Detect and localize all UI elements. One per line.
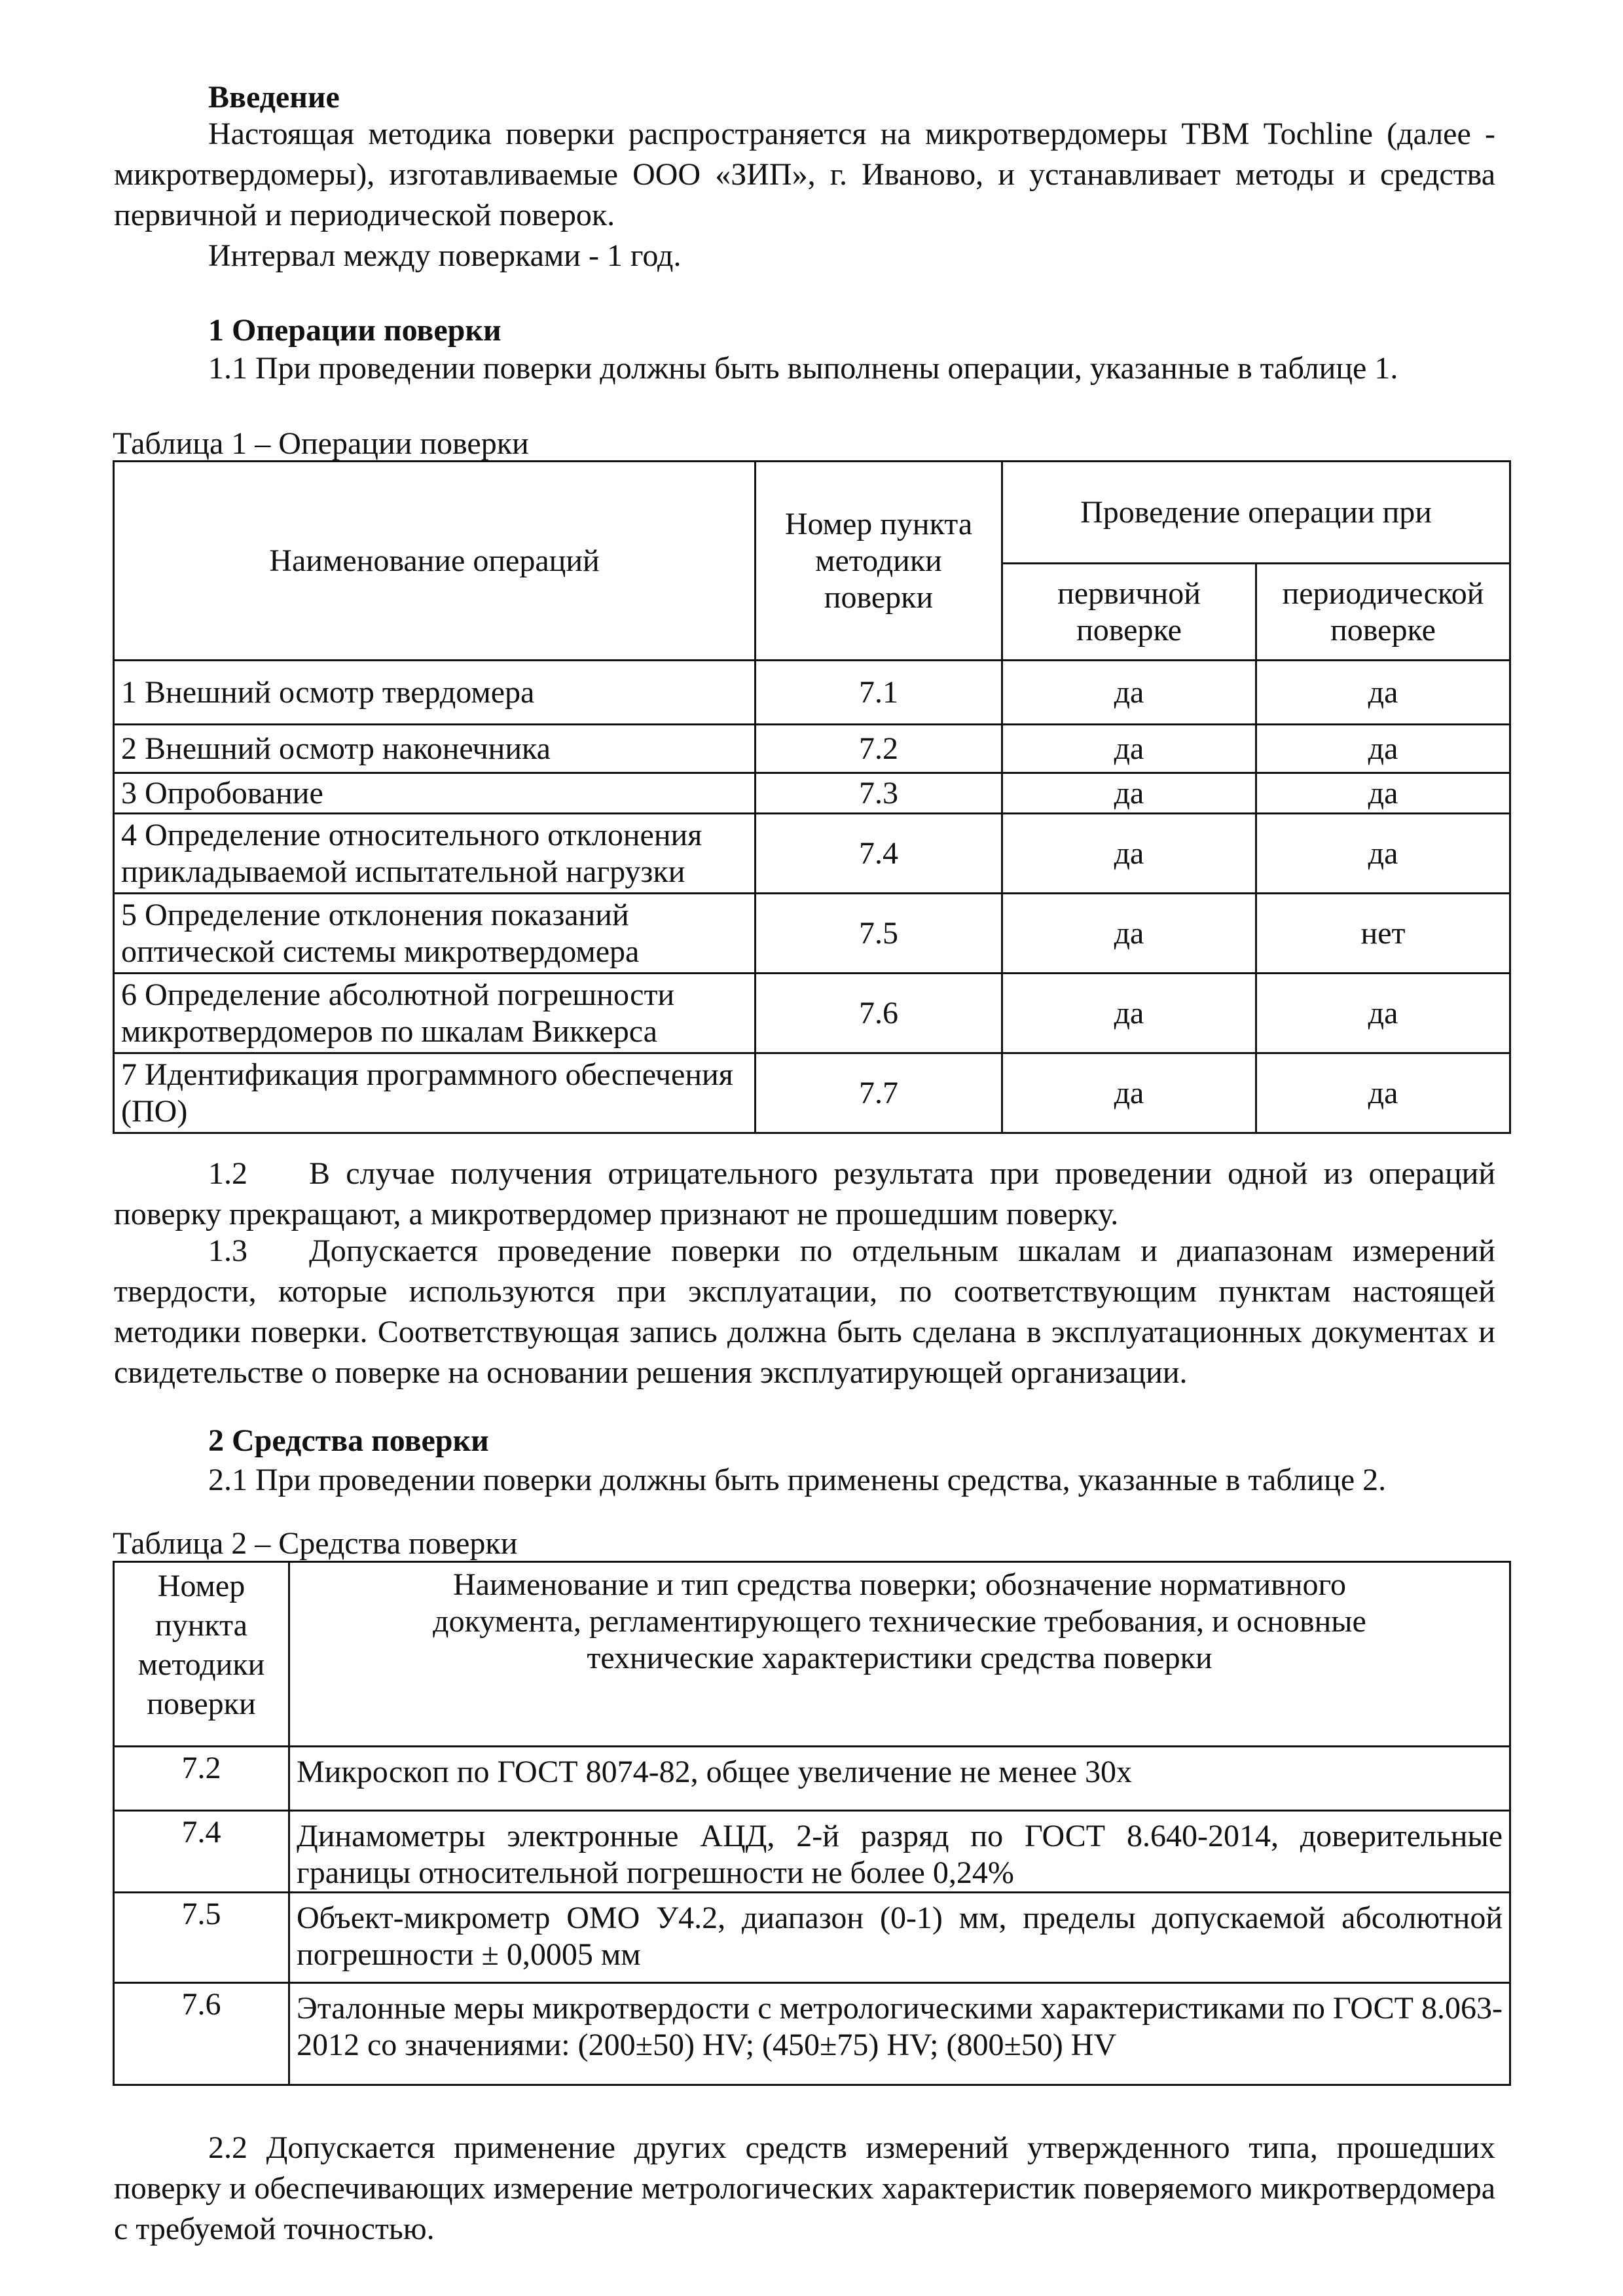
operation-periodic: да (1256, 725, 1510, 773)
means-desc: Объект-микрометр ОМО У4.2, диапазон (0-1) мм, пределы допускаемой абсолютной погрешности ± 0,0005 мм (289, 1893, 1510, 1983)
means-item: 7.5 (114, 1893, 289, 1983)
operation-periodic: да (1256, 1053, 1510, 1133)
operation-periodic: да (1256, 661, 1510, 725)
operation-item: 7.2 (756, 725, 1002, 773)
table-row (114, 974, 1510, 1053)
table-row (114, 1053, 1510, 1133)
section1-heading: 1 Операции поверки (208, 313, 501, 348)
interval-paragraph: Интервал между поверками - 1 год. (208, 238, 682, 273)
paragraph-2-2: 2.2 Допускается применение других средств измерений утвержденного типа, прошедших поверку и обеспечивающих измерение метрологических характеристик поверяемого микротвердомера с требуемой точностью. (114, 2130, 1495, 2246)
means-item: 7.4 (114, 1811, 289, 1893)
operation-periodic: да (1256, 974, 1510, 1053)
intro-paragraph: Настоящая методика поверки распространяется на микротвердомеры ТВМ Tochline (далее - микротвердомеры), изготавливаемые ООО «ЗИП», г. Иваново, и устанавливает методы и средства первичной и периодической поверок. (114, 117, 1495, 232)
paragraph-1-3 (114, 1231, 1495, 1393)
table1-header-periodic: периодической поверке (1256, 564, 1510, 661)
operation-name: 2 Внешний осмотр наконечника (114, 725, 756, 773)
paragraph-1-2 (114, 1154, 1495, 1235)
paragraph-1-2-text: В случае получения отрицательного результата при проведении одной из операций поверку прекращают, а микротвердомер признают не прошедшим поверку. (114, 1156, 1495, 1231)
table-row (114, 1747, 1510, 1811)
table1-header-primary: первичной поверке (1002, 564, 1256, 661)
table-row (114, 725, 1510, 773)
operation-primary: да (1002, 1053, 1256, 1133)
table2-header-item: Номер пункта методики поверки (114, 1562, 289, 1747)
operation-primary: да (1002, 661, 1256, 725)
table2-caption: Таблица 2 – Средства поверки (113, 1526, 518, 1561)
operation-item: 7.3 (756, 773, 1002, 814)
paragraph-2-1: 2.1 При проведении поверки должны быть применены средства, указанные в таблице 2. (208, 1463, 1387, 1497)
table-row (114, 661, 1510, 725)
table1-caption: Таблица 1 – Операции поверки (113, 426, 529, 461)
means-item: 7.6 (114, 1983, 289, 2085)
table-row (114, 894, 1510, 974)
operation-periodic: нет (1256, 894, 1510, 974)
operation-primary: да (1002, 725, 1256, 773)
operation-primary: да (1002, 894, 1256, 974)
operation-item: 7.6 (756, 974, 1002, 1053)
operation-periodic: да (1256, 773, 1510, 814)
operation-name: 6 Определение абсолютной погрешности микротвердомеров по шкалам Виккерса (114, 974, 756, 1053)
table1-header-group: Проведение операции при (1002, 462, 1510, 564)
operation-name: 5 Определение отклонения показаний оптической системы микротвердомера (114, 894, 756, 974)
table1-header-item: Номер пункта методики поверки (756, 462, 1002, 661)
means-desc: Микроскоп по ГОСТ 8074-82, общее увеличение не менее 30х (289, 1747, 1510, 1811)
means-desc: Эталонные меры микротвердости с метрологическими характеристиками по ГОСТ 8.063-2012 со значениями: (200±50) HV; (450±75) HV; (800±50) HV (289, 1983, 1510, 2085)
table1-header-name: Наименование операций (114, 462, 756, 661)
operation-name: 7 Идентификация программного обеспечения (ПО) (114, 1053, 756, 1133)
table-row (114, 1811, 1510, 1893)
operation-item: 7.5 (756, 894, 1002, 974)
operation-item: 7.7 (756, 1053, 1002, 1133)
means-item: 7.2 (114, 1747, 289, 1811)
paragraph-1-2-number: 1.2 (208, 1156, 247, 1191)
operation-primary: да (1002, 814, 1256, 894)
table-row (114, 1893, 1510, 1983)
paragraph-1-1: 1.1 При проведении поверки должны быть выполнены операции, указанные в таблице 1. (208, 351, 1398, 386)
operation-primary: да (1002, 974, 1256, 1053)
operation-item: 7.1 (756, 661, 1002, 725)
operations-table (113, 460, 1511, 1134)
operation-name: 3 Опробование (114, 773, 756, 814)
table-row (114, 1983, 1510, 2085)
paragraph-1-3-number: 1.3 (208, 1233, 247, 1268)
means-table (113, 1561, 1511, 2086)
intro-heading: Введение (208, 80, 340, 115)
section2-heading: 2 Средства поверки (208, 1423, 489, 1458)
table2-header-desc: Наименование и тип средства поверки; обозначение нормативного документа, регламентирующего технические требования, и основные технические характеристики средства поверки (289, 1562, 1510, 1747)
operation-name: 1 Внешний осмотр твердомера (114, 661, 756, 725)
means-desc: Динамометры электронные АЦД, 2-й разряд по ГОСТ 8.640-2014, доверительные границы относительной погрешности не более 0,24% (289, 1811, 1510, 1893)
operation-primary: да (1002, 773, 1256, 814)
operation-name: 4 Определение относительного отклонения прикладываемой испытательной нагрузки (114, 814, 756, 894)
table-row (114, 814, 1510, 894)
operation-periodic: да (1256, 814, 1510, 894)
operation-item: 7.4 (756, 814, 1002, 894)
paragraph-1-3-text: Допускается проведение поверки по отдельным шкалам и диапазонам измерений твердости, которые используются при эксплуатации, по соответствующим пунктам настоящей методики поверки. Соответствующая запись должна быть сделана в эксплуатационных документах и свидетельстве о поверке на основании решения эксплуатирующей организации. (114, 1233, 1495, 1390)
table-row (114, 773, 1510, 814)
